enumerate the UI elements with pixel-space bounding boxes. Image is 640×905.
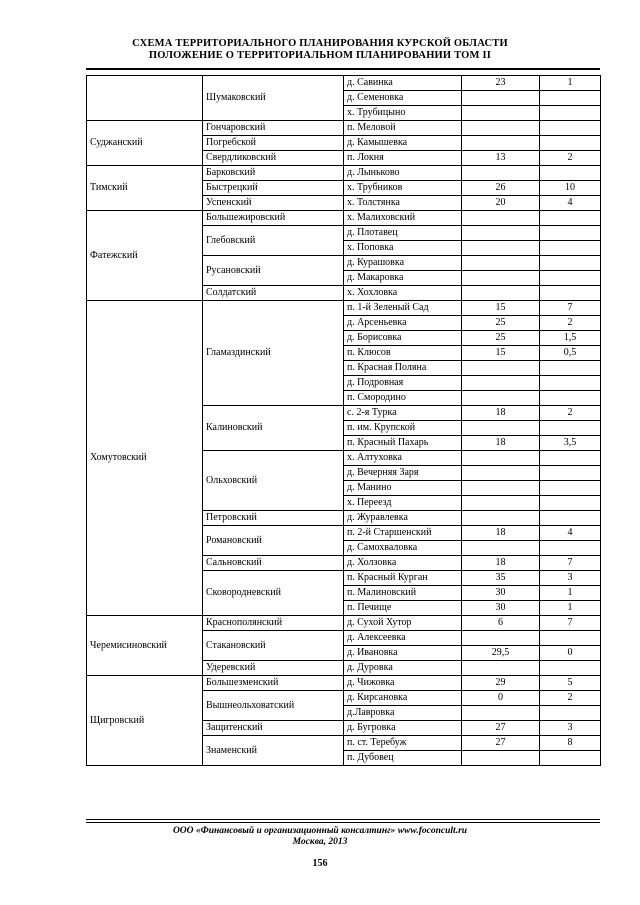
settlement-cell: д.Лавровка bbox=[344, 706, 462, 721]
settlement-cell: х. Алтуховка bbox=[344, 451, 462, 466]
value2-cell: 3,5 bbox=[540, 436, 601, 451]
settlement-cell: п. Красный Пахарь bbox=[344, 436, 462, 451]
settlement-cell: д. Арсеньевка bbox=[344, 316, 462, 331]
settlement-cell: х. Поповка bbox=[344, 241, 462, 256]
value1-cell: 23 bbox=[462, 76, 540, 91]
value2-cell bbox=[540, 361, 601, 376]
settlement-cell: п. Смородино bbox=[344, 391, 462, 406]
value2-cell: 10 bbox=[540, 181, 601, 196]
council-cell: Свердликовский bbox=[203, 151, 344, 166]
value2-cell bbox=[540, 481, 601, 496]
value2-cell: 8 bbox=[540, 736, 601, 751]
value1-cell: 13 bbox=[462, 151, 540, 166]
value1-cell bbox=[462, 481, 540, 496]
settlement-cell: д. Самохваловка bbox=[344, 541, 462, 556]
value2-cell bbox=[540, 211, 601, 226]
value2-cell: 2 bbox=[540, 406, 601, 421]
value2-cell: 1 bbox=[540, 586, 601, 601]
value2-cell bbox=[540, 631, 601, 646]
district-cell: Тимский bbox=[87, 166, 203, 211]
settlement-cell: п. Меловой bbox=[344, 121, 462, 136]
table-row bbox=[87, 211, 601, 226]
settlement-cell: д. Дуровка bbox=[344, 661, 462, 676]
settlement-cell: д. Чижовка bbox=[344, 676, 462, 691]
value1-cell bbox=[462, 256, 540, 271]
district-cell bbox=[87, 76, 203, 121]
settlement-cell: с. 2-я Турка bbox=[344, 406, 462, 421]
council-cell: Быстрецкий bbox=[203, 181, 344, 196]
council-cell: Успенский bbox=[203, 196, 344, 211]
value2-cell: 5 bbox=[540, 676, 601, 691]
value2-cell bbox=[540, 496, 601, 511]
value1-cell bbox=[462, 91, 540, 106]
value1-cell bbox=[462, 451, 540, 466]
footer-city-year: Москва, 2013 bbox=[292, 837, 348, 847]
value1-cell: 0 bbox=[462, 691, 540, 706]
district-cell: Хомутовский bbox=[87, 301, 203, 616]
settlement-cell: п. Печище bbox=[344, 601, 462, 616]
table-row bbox=[87, 676, 601, 691]
value1-cell: 27 bbox=[462, 721, 540, 736]
table-row bbox=[87, 616, 601, 631]
value1-cell bbox=[462, 211, 540, 226]
council-cell: Погребской bbox=[203, 136, 344, 151]
settlements-table bbox=[86, 75, 601, 766]
value2-cell bbox=[540, 256, 601, 271]
value1-cell bbox=[462, 541, 540, 556]
value1-cell: 18 bbox=[462, 436, 540, 451]
settlement-cell: д. Вечерняя Заря bbox=[344, 466, 462, 481]
value2-cell bbox=[540, 121, 601, 136]
settlement-cell: п. Малиновский bbox=[344, 586, 462, 601]
settlement-cell: х. Малиховский bbox=[344, 211, 462, 226]
value2-cell: 3 bbox=[540, 721, 601, 736]
council-cell: Барковский bbox=[203, 166, 344, 181]
council-cell: Ольховский bbox=[203, 451, 344, 511]
table-row bbox=[87, 166, 601, 181]
value2-cell: 3 bbox=[540, 571, 601, 586]
value1-cell bbox=[462, 376, 540, 391]
value2-cell bbox=[540, 271, 601, 286]
value2-cell: 0,5 bbox=[540, 346, 601, 361]
settlement-cell: д. Савинка bbox=[344, 76, 462, 91]
value1-cell: 35 bbox=[462, 571, 540, 586]
value1-cell: 25 bbox=[462, 316, 540, 331]
settlement-cell: х. Толстянка bbox=[344, 196, 462, 211]
settlement-cell: д. Камышевка bbox=[344, 136, 462, 151]
footer-rule-thin bbox=[86, 822, 600, 823]
table-row bbox=[87, 121, 601, 136]
value1-cell bbox=[462, 241, 540, 256]
value2-cell bbox=[540, 91, 601, 106]
settlement-cell: д. Журавлевка bbox=[344, 511, 462, 526]
value1-cell bbox=[462, 391, 540, 406]
value1-cell bbox=[462, 106, 540, 121]
value2-cell bbox=[540, 376, 601, 391]
value1-cell: 20 bbox=[462, 196, 540, 211]
value2-cell bbox=[540, 421, 601, 436]
value2-cell: 4 bbox=[540, 196, 601, 211]
settlement-cell: п. Локня bbox=[344, 151, 462, 166]
settlement-cell: д. Кирсановка bbox=[344, 691, 462, 706]
council-cell: Глебовский bbox=[203, 226, 344, 256]
council-cell: Романовский bbox=[203, 526, 344, 556]
settlement-cell: д. Лыньково bbox=[344, 166, 462, 181]
council-cell: Гламаздинский bbox=[203, 301, 344, 406]
value1-cell: 29 bbox=[462, 676, 540, 691]
settlement-cell: п. Красный Курган bbox=[344, 571, 462, 586]
value1-cell bbox=[462, 226, 540, 241]
settlement-cell: п. 1-й Зеленый Сад bbox=[344, 301, 462, 316]
settlement-cell: п. Красная Поляна bbox=[344, 361, 462, 376]
value1-cell bbox=[462, 706, 540, 721]
value1-cell: 30 bbox=[462, 601, 540, 616]
header-rule bbox=[86, 68, 600, 70]
value2-cell: 1 bbox=[540, 76, 601, 91]
value2-cell: 2 bbox=[540, 691, 601, 706]
settlement-cell: х. Переезд bbox=[344, 496, 462, 511]
value1-cell: 18 bbox=[462, 556, 540, 571]
district-cell: Щигровский bbox=[87, 676, 203, 766]
council-cell: Большезменский bbox=[203, 676, 344, 691]
value2-cell bbox=[540, 661, 601, 676]
settlement-cell: д. Холзовка bbox=[344, 556, 462, 571]
value2-cell bbox=[540, 451, 601, 466]
value1-cell: 18 bbox=[462, 406, 540, 421]
value2-cell: 4 bbox=[540, 526, 601, 541]
council-cell: Вышнеольховатский bbox=[203, 691, 344, 721]
value1-cell bbox=[462, 466, 540, 481]
settlement-cell: п. ст. Теребуж bbox=[344, 736, 462, 751]
value2-cell: 1,5 bbox=[540, 331, 601, 346]
settlement-cell: д. Манино bbox=[344, 481, 462, 496]
settlement-cell: д. Ивановка bbox=[344, 646, 462, 661]
value1-cell bbox=[462, 751, 540, 766]
footer-company: ООО «Финансовый и организационный консалтинг» www.foconcult.ru bbox=[172, 826, 468, 836]
value2-cell bbox=[540, 391, 601, 406]
value1-cell: 15 bbox=[462, 346, 540, 361]
table-row bbox=[87, 76, 601, 91]
value2-cell bbox=[540, 166, 601, 181]
settlement-cell: д. Алексеевка bbox=[344, 631, 462, 646]
settlement-cell: п. Дубовец bbox=[344, 751, 462, 766]
settlement-cell: п. Клюсов bbox=[344, 346, 462, 361]
value2-cell: 2 bbox=[540, 151, 601, 166]
value1-cell bbox=[462, 121, 540, 136]
value2-cell: 1 bbox=[540, 601, 601, 616]
council-cell: Знаменский bbox=[203, 736, 344, 766]
district-cell: Фатежский bbox=[87, 211, 203, 301]
value2-cell: 7 bbox=[540, 301, 601, 316]
settlement-cell: д. Макаровка bbox=[344, 271, 462, 286]
value2-cell: 0 bbox=[540, 646, 601, 661]
council-cell: Гончаровский bbox=[203, 121, 344, 136]
settlement-cell: д. Борисовка bbox=[344, 331, 462, 346]
value1-cell: 18 bbox=[462, 526, 540, 541]
council-cell: Сальновский bbox=[203, 556, 344, 571]
council-cell: Удеревский bbox=[203, 661, 344, 676]
value1-cell: 25 bbox=[462, 331, 540, 346]
council-cell: Русановский bbox=[203, 256, 344, 286]
value2-cell: 7 bbox=[540, 556, 601, 571]
settlement-cell: д. Сухой Хутор bbox=[344, 616, 462, 631]
value2-cell bbox=[540, 466, 601, 481]
document-header-subtitle: ПОЛОЖЕНИЕ О ТЕРРИТОРИАЛЬНОМ ПЛАНИРОВАНИИ ТОМ II bbox=[148, 50, 492, 61]
value2-cell bbox=[540, 751, 601, 766]
value1-cell bbox=[462, 496, 540, 511]
document-header-title: СХЕМА ТЕРРИТОРИАЛЬНОГО ПЛАНИРОВАНИЯ КУРСКОЙ ОБЛАСТИ bbox=[132, 38, 508, 49]
council-cell: Сковородневский bbox=[203, 571, 344, 616]
footer-rule bbox=[86, 819, 600, 820]
council-cell: Защитенский bbox=[203, 721, 344, 736]
value2-cell bbox=[540, 706, 601, 721]
settlement-cell: д. Семеновка bbox=[344, 91, 462, 106]
settlement-cell: д. Плотавец bbox=[344, 226, 462, 241]
value1-cell bbox=[462, 421, 540, 436]
district-cell: Черемисиновский bbox=[87, 616, 203, 676]
settlement-cell: п. им. Крупской bbox=[344, 421, 462, 436]
value2-cell bbox=[540, 226, 601, 241]
value1-cell: 6 bbox=[462, 616, 540, 631]
settlement-cell: х. Трубицыно bbox=[344, 106, 462, 121]
value1-cell bbox=[462, 271, 540, 286]
value2-cell bbox=[540, 511, 601, 526]
council-cell: Краснополянский bbox=[203, 616, 344, 631]
council-cell: Петровский bbox=[203, 511, 344, 526]
value1-cell: 27 bbox=[462, 736, 540, 751]
value1-cell bbox=[462, 361, 540, 376]
page-number: 156 bbox=[312, 858, 328, 869]
value2-cell bbox=[540, 136, 601, 151]
value1-cell: 15 bbox=[462, 301, 540, 316]
council-cell: Стакановский bbox=[203, 631, 344, 661]
value1-cell bbox=[462, 631, 540, 646]
district-cell: Суджанский bbox=[87, 121, 203, 166]
value2-cell bbox=[540, 541, 601, 556]
settlements-table-body bbox=[87, 76, 601, 766]
settlement-cell: д. Бугровка bbox=[344, 721, 462, 736]
value2-cell bbox=[540, 286, 601, 301]
value1-cell bbox=[462, 166, 540, 181]
council-cell: Большежировский bbox=[203, 211, 344, 226]
value2-cell: 7 bbox=[540, 616, 601, 631]
table-row bbox=[87, 301, 601, 316]
value1-cell bbox=[462, 511, 540, 526]
value1-cell bbox=[462, 286, 540, 301]
value1-cell bbox=[462, 661, 540, 676]
settlement-cell: д. Подровная bbox=[344, 376, 462, 391]
value1-cell: 30 bbox=[462, 586, 540, 601]
value1-cell: 26 bbox=[462, 181, 540, 196]
value1-cell bbox=[462, 136, 540, 151]
settlement-cell: д. Курашовка bbox=[344, 256, 462, 271]
value1-cell: 29,5 bbox=[462, 646, 540, 661]
council-cell: Шумаковский bbox=[203, 76, 344, 121]
settlement-cell: х. Хохловка bbox=[344, 286, 462, 301]
value2-cell bbox=[540, 106, 601, 121]
council-cell: Калиновский bbox=[203, 406, 344, 451]
value2-cell bbox=[540, 241, 601, 256]
settlement-cell: п. 2-й Старшенский bbox=[344, 526, 462, 541]
value2-cell: 2 bbox=[540, 316, 601, 331]
council-cell: Солдатский bbox=[203, 286, 344, 301]
settlement-cell: х. Трубников bbox=[344, 181, 462, 196]
